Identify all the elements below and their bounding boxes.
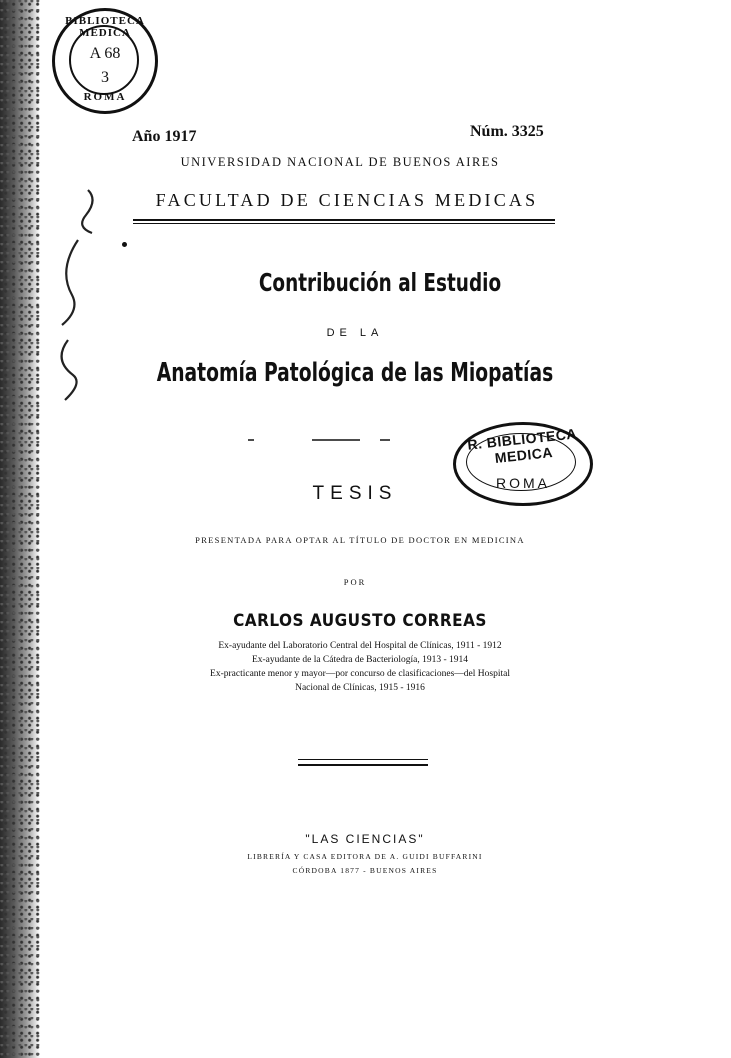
title-separator-ornament (248, 437, 390, 443)
shelf-mark-line2: 3 (101, 69, 109, 86)
handwritten-annotation (18, 180, 108, 410)
publisher-name: "LAS CIENCIAS" (305, 832, 425, 846)
stamp-ring-text-top: BIBLIOTECA MEDICA (65, 15, 145, 39)
title-line-1: Contribución al Estudio (258, 268, 502, 297)
faculty-name: FACULTAD DE CIENCIAS MEDICAS (155, 190, 539, 210)
publisher-house: LIBRERÍA Y CASA EDITORA DE A. GUIDI BUFFARINI (247, 852, 483, 861)
author-credential: Ex-ayudante del Laboratorio Central del Hospital de Clínicas, 1911 - 1912 (218, 641, 502, 651)
footer-ornament-thin (298, 759, 428, 760)
title-line-2: Anatomía Patológica de las Miopatías (156, 358, 554, 388)
stamp-ring-text-bottom: ROMA (83, 91, 127, 103)
thesis-label: TESIS (312, 483, 398, 504)
publication-year: Año 1917 (132, 128, 197, 145)
footer-ornament-thick (298, 764, 428, 766)
book-spine-edge (0, 0, 40, 1058)
publisher-address: CÓRDOBA 1877 - BUENOS AIRES (292, 866, 438, 875)
shelf-mark-line1: A 68 (89, 45, 121, 62)
ink-dot (122, 242, 127, 247)
stamp-right-bottom-text: ROMA (496, 475, 550, 491)
university-name: UNIVERSIDAD NACIONAL DE BUENOS AIRES (180, 155, 500, 169)
author-credential: Ex-practicante menor y mayor—por concurso de clasificaciones—del Hospital (210, 669, 510, 679)
author-credential: Nacional de Clínicas, 1915 - 1916 (295, 683, 425, 693)
by-label: POR (343, 577, 367, 587)
stamp-right-top-text: R. BIBLIOTECA MEDICA (466, 425, 578, 466)
title-connector: DE LA (326, 327, 384, 339)
author-name: CARLOS AUGUSTO CORREAS (233, 611, 487, 631)
author-credential: Ex-ayudante de la Cátedra de Bacteriología, 1913 - 1914 (251, 655, 469, 665)
presented-for-degree: PRESENTADA PARA OPTAR AL TÍTULO DE DOCTOR EN MEDICINA (195, 535, 525, 545)
library-stamp-right (453, 422, 593, 506)
thesis-number: Núm. 3325 (470, 123, 544, 140)
header-rule-thin (133, 223, 555, 224)
library-stamp-top (52, 8, 158, 114)
header-rule-thick (133, 219, 555, 221)
